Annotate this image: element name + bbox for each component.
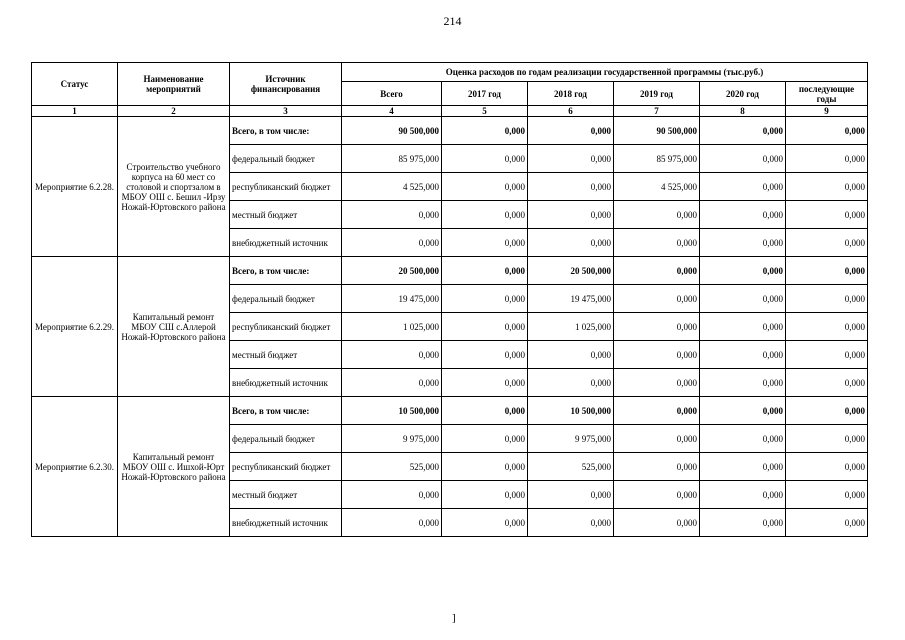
column-number: 2 xyxy=(118,106,230,117)
amount-cell: 0,000 xyxy=(614,453,700,481)
amount-cell: 1 025,000 xyxy=(528,313,614,341)
amount-cell: 0,000 xyxy=(528,509,614,537)
amount-cell: 10 500,000 xyxy=(528,397,614,425)
amount-cell: 0,000 xyxy=(442,341,528,369)
amount-cell: 0,000 xyxy=(700,313,786,341)
amount-cell: 0,000 xyxy=(528,201,614,229)
status-cell: Мероприятие 6.2.30. xyxy=(32,397,118,537)
measure-name-cell: Капитальный ремонт МБОУ ОШ с. Ишхой-Юрт Ножай-Юртовского района xyxy=(118,397,230,537)
header-year-2019: 2019 год xyxy=(614,82,700,106)
amount-cell: 19 475,000 xyxy=(342,285,442,313)
amount-cell: 0,000 xyxy=(614,313,700,341)
column-number: 8 xyxy=(700,106,786,117)
amount-cell: 0,000 xyxy=(786,313,868,341)
amount-cell: 0,000 xyxy=(700,117,786,145)
amount-cell: 20 500,000 xyxy=(528,257,614,285)
amount-cell: 0,000 xyxy=(442,145,528,173)
budget-table xyxy=(31,62,868,537)
amount-cell: 0,000 xyxy=(700,201,786,229)
amount-cell: 85 975,000 xyxy=(614,145,700,173)
amount-cell: 0,000 xyxy=(614,201,700,229)
funding-source-cell: местный бюджет xyxy=(230,201,342,229)
amount-cell: 0,000 xyxy=(700,173,786,201)
amount-cell: 0,000 xyxy=(700,285,786,313)
funding-source-cell: республиканский бюджет xyxy=(230,313,342,341)
amount-cell: 0,000 xyxy=(442,369,528,397)
amount-cell: 4 525,000 xyxy=(342,173,442,201)
amount-cell: 525,000 xyxy=(342,453,442,481)
amount-cell: 0,000 xyxy=(614,509,700,537)
amount-cell: 19 475,000 xyxy=(528,285,614,313)
amount-cell: 0,000 xyxy=(700,453,786,481)
measure-name-cell: Строительство учебного корпуса на 60 мест со столовой и спортзалом в МБОУ ОШ с. Бешил -Ирзу Ножай-Юртовского района xyxy=(118,117,230,257)
amount-cell: 0,000 xyxy=(786,117,868,145)
funding-source-cell: внебюджетный источник xyxy=(230,229,342,257)
header-status: Статус xyxy=(32,63,118,106)
funding-source-cell: Всего, в том числе: xyxy=(230,257,342,285)
amount-cell: 0,000 xyxy=(614,285,700,313)
header-year-2020: 2020 год xyxy=(700,82,786,106)
amount-cell: 9 975,000 xyxy=(528,425,614,453)
header-year-later: последующие годы xyxy=(786,82,868,106)
amount-cell: 0,000 xyxy=(700,229,786,257)
funding-source-cell: федеральный бюджет xyxy=(230,425,342,453)
amount-cell: 0,000 xyxy=(786,397,868,425)
amount-cell: 0,000 xyxy=(786,341,868,369)
column-number: 1 xyxy=(32,106,118,117)
funding-source-cell: федеральный бюджет xyxy=(230,285,342,313)
amount-cell: 0,000 xyxy=(442,425,528,453)
amount-cell: 0,000 xyxy=(700,369,786,397)
amount-cell: 9 975,000 xyxy=(342,425,442,453)
amount-cell: 0,000 xyxy=(786,229,868,257)
column-number: 4 xyxy=(342,106,442,117)
header-name: Наименование мероприятий xyxy=(118,63,230,106)
amount-cell: 0,000 xyxy=(528,117,614,145)
funding-source-cell: республиканский бюджет xyxy=(230,173,342,201)
amount-cell: 0,000 xyxy=(442,173,528,201)
amount-cell: 0,000 xyxy=(442,453,528,481)
amount-cell: 0,000 xyxy=(786,453,868,481)
amount-cell: 0,000 xyxy=(528,173,614,201)
amount-cell: 0,000 xyxy=(342,369,442,397)
total-row xyxy=(32,257,868,285)
funding-source-cell: внебюджетный источник xyxy=(230,509,342,537)
amount-cell: 0,000 xyxy=(442,285,528,313)
amount-cell: 0,000 xyxy=(342,229,442,257)
header-year-total: Всего xyxy=(342,82,442,106)
header-year-2018: 2018 год xyxy=(528,82,614,106)
total-row xyxy=(32,117,868,145)
amount-cell: 0,000 xyxy=(786,201,868,229)
amount-cell: 0,000 xyxy=(700,509,786,537)
amount-cell: 0,000 xyxy=(786,145,868,173)
budget-body xyxy=(32,117,868,537)
amount-cell: 0,000 xyxy=(786,509,868,537)
funding-source-cell: федеральный бюджет xyxy=(230,145,342,173)
amount-cell: 0,000 xyxy=(442,257,528,285)
amount-cell: 0,000 xyxy=(786,481,868,509)
status-cell: Мероприятие 6.2.28. xyxy=(32,117,118,257)
header-year-2017: 2017 год xyxy=(442,82,528,106)
funding-source-cell: республиканский бюджет xyxy=(230,453,342,481)
amount-cell: 0,000 xyxy=(700,341,786,369)
amount-cell: 90 500,000 xyxy=(614,117,700,145)
amount-cell: 10 500,000 xyxy=(342,397,442,425)
amount-cell: 0,000 xyxy=(442,397,528,425)
amount-cell: 0,000 xyxy=(786,369,868,397)
column-number: 5 xyxy=(442,106,528,117)
column-number: 3 xyxy=(230,106,342,117)
amount-cell: 0,000 xyxy=(614,229,700,257)
amount-cell: 0,000 xyxy=(700,481,786,509)
page-number: 214 xyxy=(443,14,462,28)
amount-cell: 0,000 xyxy=(786,173,868,201)
amount-cell: 0,000 xyxy=(700,257,786,285)
funding-source-cell: Всего, в том числе: xyxy=(230,397,342,425)
amount-cell: 0,000 xyxy=(528,229,614,257)
amount-cell: 0,000 xyxy=(786,285,868,313)
amount-cell: 0,000 xyxy=(614,425,700,453)
amount-cell: 0,000 xyxy=(786,257,868,285)
amount-cell: 0,000 xyxy=(786,425,868,453)
amount-cell: 0,000 xyxy=(442,117,528,145)
amount-cell: 0,000 xyxy=(342,481,442,509)
amount-cell: 525,000 xyxy=(528,453,614,481)
status-cell: Мероприятие 6.2.29. xyxy=(32,257,118,397)
column-number: 6 xyxy=(528,106,614,117)
funding-source-cell: местный бюджет xyxy=(230,481,342,509)
amount-cell: 0,000 xyxy=(342,201,442,229)
funding-source-cell: внебюджетный источник xyxy=(230,369,342,397)
amount-cell: 0,000 xyxy=(442,229,528,257)
column-number: 7 xyxy=(614,106,700,117)
amount-cell: 1 025,000 xyxy=(342,313,442,341)
funding-source-cell: местный бюджет xyxy=(230,341,342,369)
measure-name-cell: Капитальный ремонт МБОУ СШ с.Аллерой Ножай-Юртовского района xyxy=(118,257,230,397)
amount-cell: 85 975,000 xyxy=(342,145,442,173)
amount-cell: 0,000 xyxy=(528,341,614,369)
amount-cell: 0,000 xyxy=(442,481,528,509)
footer-mark: ] xyxy=(452,612,456,624)
amount-cell: 0,000 xyxy=(342,341,442,369)
amount-cell: 0,000 xyxy=(528,145,614,173)
amount-cell: 90 500,000 xyxy=(342,117,442,145)
column-number: 9 xyxy=(786,106,868,117)
amount-cell: 0,000 xyxy=(614,257,700,285)
amount-cell: 4 525,000 xyxy=(614,173,700,201)
amount-cell: 0,000 xyxy=(614,481,700,509)
amount-cell: 0,000 xyxy=(614,341,700,369)
amount-cell: 0,000 xyxy=(700,397,786,425)
header-source: Источник финансирования xyxy=(230,63,342,106)
header-estimate: Оценка расходов по годам реализации государственной программы (тыс.руб.) xyxy=(342,63,868,82)
amount-cell: 0,000 xyxy=(528,369,614,397)
total-row xyxy=(32,397,868,425)
amount-cell: 0,000 xyxy=(528,481,614,509)
amount-cell: 0,000 xyxy=(442,509,528,537)
amount-cell: 0,000 xyxy=(342,509,442,537)
amount-cell: 0,000 xyxy=(700,145,786,173)
amount-cell: 0,000 xyxy=(442,201,528,229)
amount-cell: 0,000 xyxy=(442,313,528,341)
amount-cell: 0,000 xyxy=(614,369,700,397)
amount-cell: 0,000 xyxy=(614,397,700,425)
amount-cell: 20 500,000 xyxy=(342,257,442,285)
funding-source-cell: Всего, в том числе: xyxy=(230,117,342,145)
amount-cell: 0,000 xyxy=(700,425,786,453)
